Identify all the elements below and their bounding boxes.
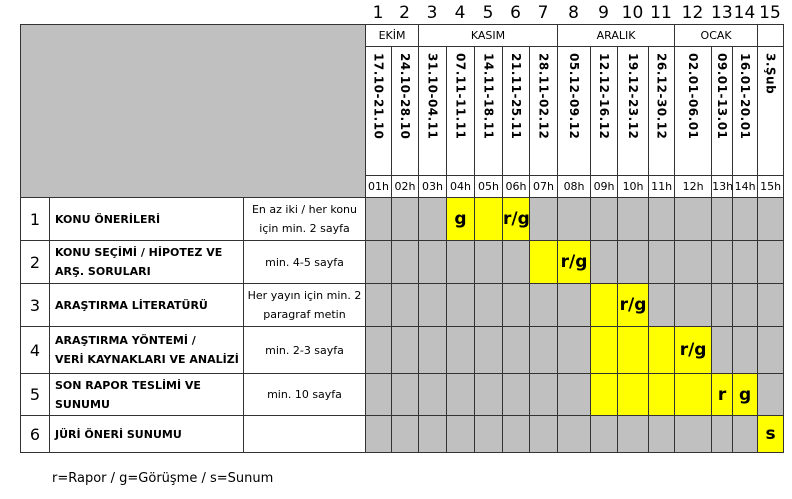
legend: r=Rapor / g=Görüşme / s=Sunum	[52, 471, 274, 486]
week-number: 10	[621, 3, 644, 23]
month-label: EKİM	[366, 25, 419, 47]
schedule-cell	[618, 241, 649, 284]
schedule-cell	[649, 198, 675, 241]
task-name-line: SUNUMU	[55, 397, 110, 411]
schedule-cell	[475, 416, 503, 453]
hour-label: 12h	[675, 176, 712, 198]
deliverable-mark: g	[454, 209, 467, 229]
schedule-cell	[649, 241, 675, 284]
schedule-cell	[675, 284, 712, 327]
scheduled-cell	[503, 198, 530, 241]
date-range	[758, 47, 784, 176]
schedule-cell	[447, 374, 475, 416]
hour-label: 14h	[733, 176, 758, 198]
scheduled-cell	[675, 327, 712, 374]
schedule-cell	[447, 327, 475, 374]
row-number: 3	[21, 284, 50, 327]
task-requirement-line: min. 2-3 sayfa	[265, 343, 344, 357]
hour-label: 05h	[475, 176, 503, 198]
schedule-cell	[675, 416, 712, 453]
task-name	[50, 284, 244, 327]
scheduled-cell	[530, 241, 558, 284]
schedule-cell	[618, 416, 649, 453]
deliverable-mark: r	[717, 384, 727, 405]
schedule-cell	[530, 374, 558, 416]
date-range-text: 19.12-23.12	[626, 53, 641, 140]
schedule-cell	[447, 416, 475, 453]
deliverable-mark: r/g	[503, 209, 530, 229]
hour-label: 15h	[758, 176, 784, 198]
scheduled-cell	[591, 284, 618, 327]
hour-label: 07h	[530, 176, 558, 198]
date-range	[392, 47, 419, 176]
date-range	[649, 47, 675, 176]
deliverable-mark: r/g	[560, 252, 588, 272]
task-requirement	[244, 327, 366, 374]
schedule-cell	[503, 416, 530, 453]
row-number: 4	[21, 327, 50, 374]
task-requirement-line: paragraf metin	[263, 308, 346, 321]
deliverable-mark: r/g	[679, 340, 707, 360]
task-requirement-line: En az iki / her konu	[251, 203, 358, 216]
hour-label: 02h	[392, 176, 419, 198]
task-requirement	[244, 198, 366, 241]
schedule-cell	[419, 327, 447, 374]
deliverable-mark: r/g	[619, 295, 647, 315]
schedule-cell	[530, 284, 558, 327]
schedule-cell	[712, 327, 733, 374]
date-range	[618, 47, 649, 176]
schedule-cell	[591, 198, 618, 241]
scheduled-cell	[675, 374, 712, 416]
date-range	[366, 47, 392, 176]
date-range	[475, 47, 503, 176]
task-row	[21, 241, 784, 284]
month-label: KASIM	[419, 25, 558, 47]
row-number: 6	[21, 416, 50, 453]
schedule-cell	[558, 374, 591, 416]
week-number: 7	[537, 3, 549, 23]
schedule-cell	[758, 327, 784, 374]
hour-label: 13h	[712, 176, 733, 198]
schedule-cell	[366, 374, 392, 416]
week-number: 12	[681, 3, 704, 23]
date-range	[733, 47, 758, 176]
task-requirement	[244, 241, 366, 284]
task-name-line: KONU SEÇİMİ / HİPOTEZ VE	[55, 246, 223, 259]
schedule-cell	[419, 374, 447, 416]
schedule-cell	[419, 416, 447, 453]
schedule-cell	[558, 416, 591, 453]
task-row	[21, 284, 784, 327]
date-range	[530, 47, 558, 176]
scheduled-cell	[591, 327, 618, 374]
schedule-cell	[591, 416, 618, 453]
task-name-line: ARŞ. SORULARI	[55, 265, 151, 278]
date-range-text: 24.10-28.10	[398, 53, 413, 140]
row-number: 5	[21, 374, 50, 416]
task-row	[21, 374, 784, 416]
week-number: 2	[399, 3, 410, 23]
schedule-cell	[447, 284, 475, 327]
date-range-text: 28.11-02.12	[536, 53, 551, 140]
task-name-line: ARAŞTIRMA LİTERATÜRÜ	[55, 298, 208, 312]
task-name	[50, 374, 244, 416]
schedule-cell	[758, 198, 784, 241]
scheduled-cell	[447, 198, 475, 241]
scheduled-cell	[475, 198, 503, 241]
date-range	[419, 47, 447, 176]
hour-label: 09h	[591, 176, 618, 198]
schedule-cell	[503, 241, 530, 284]
hour-label: 01h	[366, 176, 392, 198]
task-name-line: ARAŞTIRMA YÖNTEMİ /	[55, 334, 196, 347]
schedule-cell	[392, 198, 419, 241]
task-requirement-line: min. 4-5 sayfa	[265, 255, 344, 269]
week-number: 13	[711, 3, 733, 23]
schedule-cell	[618, 198, 649, 241]
schedule-cell	[530, 198, 558, 241]
hour-label: 08h	[558, 176, 591, 198]
month-row	[21, 25, 784, 47]
task-name	[50, 198, 244, 241]
schedule-cell	[591, 241, 618, 284]
schedule-cell	[475, 374, 503, 416]
task-requirement	[244, 416, 366, 453]
month-label	[758, 25, 784, 47]
task-requirement	[244, 284, 366, 327]
header-blank	[21, 25, 366, 198]
schedule-cell	[558, 198, 591, 241]
row-number: 2	[21, 241, 50, 284]
task-name-line: SON RAPOR TESLİMİ VE	[55, 378, 201, 392]
scheduled-cell	[618, 374, 649, 416]
date-range-text: 17.10-21.10	[371, 53, 386, 140]
scheduled-cell	[558, 241, 591, 284]
date-range	[447, 47, 475, 176]
task-requirement-line: Her yayın için min. 2	[247, 289, 362, 302]
schedule-cell	[447, 241, 475, 284]
date-range-text: 16.01-20.01	[738, 53, 753, 140]
schedule-cell	[475, 241, 503, 284]
scheduled-cell	[649, 327, 675, 374]
week-number: 1	[372, 3, 384, 23]
schedule-cell	[392, 241, 419, 284]
hour-label: 04h	[447, 176, 475, 198]
task-name	[50, 416, 244, 453]
schedule-cell	[712, 241, 733, 284]
task-name-line: JÜRİ ÖNERİ SUNUMU	[55, 427, 182, 441]
schedule-cell	[503, 374, 530, 416]
date-range-text: 14.11-18.11	[481, 53, 496, 140]
week-number: 5	[482, 3, 494, 23]
week-number: 4	[454, 3, 466, 23]
week-number: 6	[510, 3, 521, 23]
scheduled-cell	[733, 374, 758, 416]
date-range-text: 3.Şub	[763, 53, 778, 95]
schedule-cell	[475, 327, 503, 374]
task-requirement-line: için min. 2 sayfa	[259, 222, 350, 235]
week-number: 9	[598, 3, 609, 23]
schedule-cell	[366, 416, 392, 453]
schedule-cell	[649, 284, 675, 327]
schedule-cell	[366, 327, 392, 374]
schedule-cell	[733, 327, 758, 374]
schedule-cell	[758, 241, 784, 284]
hour-label: 06h	[503, 176, 530, 198]
schedule-cell	[392, 374, 419, 416]
week-number: 11	[650, 3, 672, 23]
schedule-cell	[503, 327, 530, 374]
schedule-cell	[733, 198, 758, 241]
schedule-cell	[503, 284, 530, 327]
date-range-text: 21.11-25.11	[509, 53, 524, 140]
schedule-cell	[392, 327, 419, 374]
hour-label: 10h	[618, 176, 649, 198]
schedule-cell	[758, 284, 784, 327]
scheduled-cell	[649, 374, 675, 416]
schedule-cell	[366, 198, 392, 241]
schedule-cell	[366, 241, 392, 284]
task-name	[50, 327, 244, 374]
week-number: 15	[759, 3, 781, 23]
week-number: 8	[568, 3, 579, 23]
task-row	[21, 416, 784, 453]
scheduled-cell	[758, 416, 784, 453]
scheduled-cell	[618, 327, 649, 374]
schedule-cell	[712, 198, 733, 241]
schedule-cell	[475, 284, 503, 327]
schedule-cell	[733, 416, 758, 453]
scheduled-cell	[591, 374, 618, 416]
schedule-cell	[733, 241, 758, 284]
hour-label: 11h	[649, 176, 675, 198]
month-label: OCAK	[675, 25, 758, 47]
week-number: 3	[426, 3, 438, 23]
date-range-text: 07.11-11.11	[453, 53, 468, 140]
date-range	[712, 47, 733, 176]
scheduled-cell	[712, 374, 733, 416]
task-row	[21, 327, 784, 374]
date-range-text: 09.01-13.01	[715, 53, 730, 140]
schedule-cell	[419, 241, 447, 284]
date-range-text: 12.12-16.12	[597, 53, 612, 140]
scheduled-cell	[618, 284, 649, 327]
schedule-cell	[649, 416, 675, 453]
task-requirement-line: min. 10 sayfa	[267, 388, 342, 401]
schedule-cell	[530, 327, 558, 374]
schedule-cell	[419, 284, 447, 327]
schedule-cell	[675, 241, 712, 284]
schedule-cell	[392, 284, 419, 327]
date-range	[503, 47, 530, 176]
date-range-text: 02.01-06.01	[686, 53, 701, 140]
schedule-cell	[758, 374, 784, 416]
date-range	[675, 47, 712, 176]
task-name	[50, 241, 244, 284]
month-label: ARALIK	[558, 25, 675, 47]
task-requirement	[244, 374, 366, 416]
task-row	[21, 198, 784, 241]
schedule-cell	[733, 284, 758, 327]
schedule-cell	[712, 284, 733, 327]
schedule-cell	[558, 327, 591, 374]
schedule-cell	[392, 416, 419, 453]
schedule-table	[20, 24, 784, 453]
schedule-cell	[366, 284, 392, 327]
schedule-cell	[675, 198, 712, 241]
schedule-cell	[558, 284, 591, 327]
hour-label: 03h	[419, 176, 447, 198]
date-range-text: 05.12-09.12	[567, 53, 582, 140]
row-number: 1	[21, 198, 50, 241]
schedule-cell	[419, 198, 447, 241]
schedule-cell	[530, 416, 558, 453]
week-number: 14	[733, 3, 756, 23]
date-range-text: 26.12-30.12	[654, 53, 669, 140]
date-range	[591, 47, 618, 176]
date-range-text: 31.10-04.11	[425, 53, 440, 140]
date-range	[558, 47, 591, 176]
task-name-line: KONU ÖNERİLERİ	[55, 212, 161, 226]
deliverable-mark: s	[765, 424, 776, 444]
task-name-line: VERİ KAYNAKLARI VE ANALİZİ	[55, 353, 239, 366]
schedule-cell	[712, 416, 733, 453]
deliverable-mark: g	[739, 384, 752, 405]
